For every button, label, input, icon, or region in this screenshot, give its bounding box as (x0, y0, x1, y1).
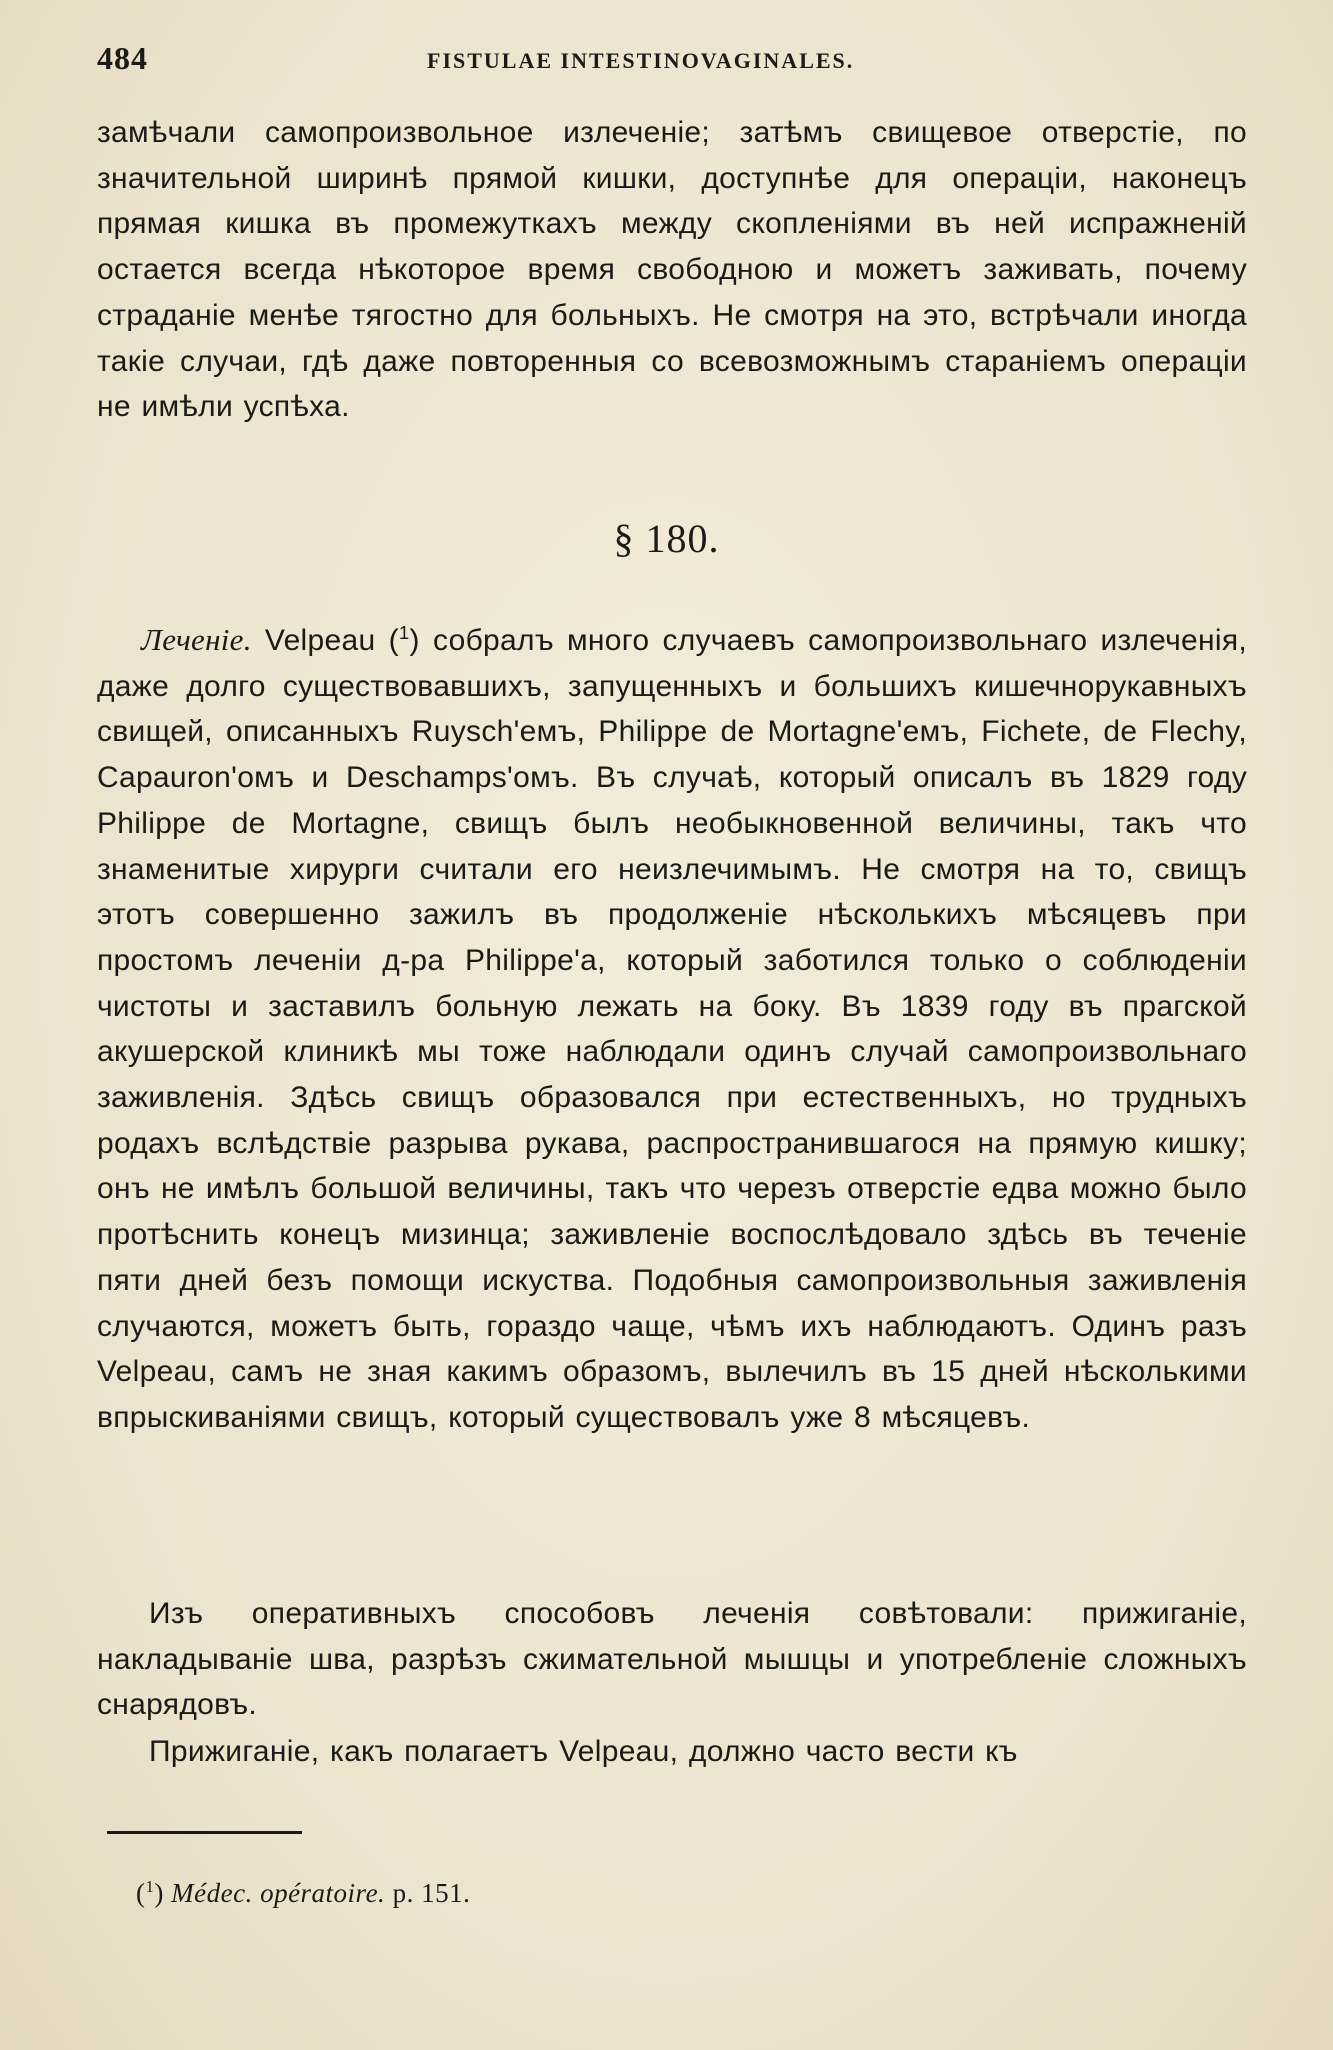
running-title: FISTULAE INTESTINOVAGINALES. (427, 48, 855, 73)
footnote-page-ref: p. 151. (385, 1878, 471, 1908)
page-header (97, 40, 1247, 80)
footnote (136, 1878, 470, 1909)
paragraph-2-before-ref: Velpeau ( (251, 624, 399, 657)
page-number: 484 (97, 40, 148, 76)
paragraph-treatment (97, 617, 1247, 1441)
section-heading: § 180. (613, 516, 720, 561)
paragraph-cauterization (97, 1729, 1247, 1775)
footnote-mark: 1 (145, 1877, 155, 1896)
footnote-divider (107, 1831, 302, 1834)
paragraph-3-text: Изъ оперативныхъ способовъ леченія совѣтовали: прижиганіе, накладываніе шва, разрѣзъ сжимательной мышцы и употребленіе сложныхъ снарядовъ. (97, 1597, 1247, 1722)
footnote-reference-mark: 1 (398, 622, 410, 643)
paragraph-2-after-ref: ) собралъ много случаевъ самопроизвольнаго излеченія, даже долго существовавшихъ, запущенныхъ и большихъ кишечнорукавныхъ свищей, описанныхъ Ruysch'емъ, Philippe de Mortagne'емъ, Fichete, de Flechy, Capauron'омъ и Deschamps'омъ. Въ случаѣ, который описалъ въ 1829 году Philippe de Mortagne, свищъ былъ необыкновенной величины, такъ что знаменитые хирурги считали его неизлечимымъ. Не смотря на то, свищъ этотъ совершенно зажилъ въ продолженіе нѣсколькихъ мѣсяцевъ при простомъ леченіи д-ра Philippe'а, который заботился только о соблюденіи чистоты и заставилъ больную лежать на боку. Въ 1839 году въ прагской акушерской клиникѣ мы тоже наблюдали одинъ случай самопроизвольнаго заживленія. Здѣсь свищъ образовался при естественныхъ, но трудныхъ родахъ вслѣдствіе разрыва рукава, распространившагося на прямую кишку; онъ не имѣлъ большой величины, такъ что черезъ отверстіе едва можно было протѣснить конецъ мизинца; заживленіе воспослѣдовало здѣсь въ теченіе пяти дней безъ помощи искуства. Подобныя самопроизвольныя заживленія случаются, можетъ быть, гораздо чаще, чѣмъ ихъ наблюдаютъ. Одинъ разъ Velpeau, самъ не зная какимъ образомъ, вылечилъ въ 15 дней нѣсколькими впрыскиваніями свищъ, который существовалъ уже 8 мѣсяцевъ. (97, 624, 1247, 1434)
footnote-open-paren: ( (136, 1878, 146, 1908)
footnote-source-title: Médec. opératoire. (171, 1878, 386, 1908)
paragraph-4-text: Прижиганіе, какъ полагаетъ Velpeau, должно часто вести къ (149, 1735, 1018, 1768)
paragraph-operative-methods (97, 1591, 1247, 1728)
paragraph-continuation (97, 110, 1247, 430)
paragraph-1-text: замѣчали самопроизвольное излеченіе; затѣмъ свищевое отверстіе, по значительной ширинѣ прямой кишки, доступнѣе для операціи, наконецъ прямая кишка въ промежуткахъ между скопленіями въ ней испражненій остается всегда нѣкоторое время свободною и можетъ заживать, почему страданіе менѣе тягостно для больныхъ. Не смотря на это, встрѣчали иногда такіе случаи, гдѣ даже повторенныя со всевозможнымъ стараніемъ операціи не имѣли успѣха. (97, 116, 1247, 424)
paragraph-2-text (97, 617, 1247, 1441)
footnote-close-paren: ) (154, 1878, 172, 1908)
paragraph-lead-word: Леченіе. (141, 622, 252, 657)
